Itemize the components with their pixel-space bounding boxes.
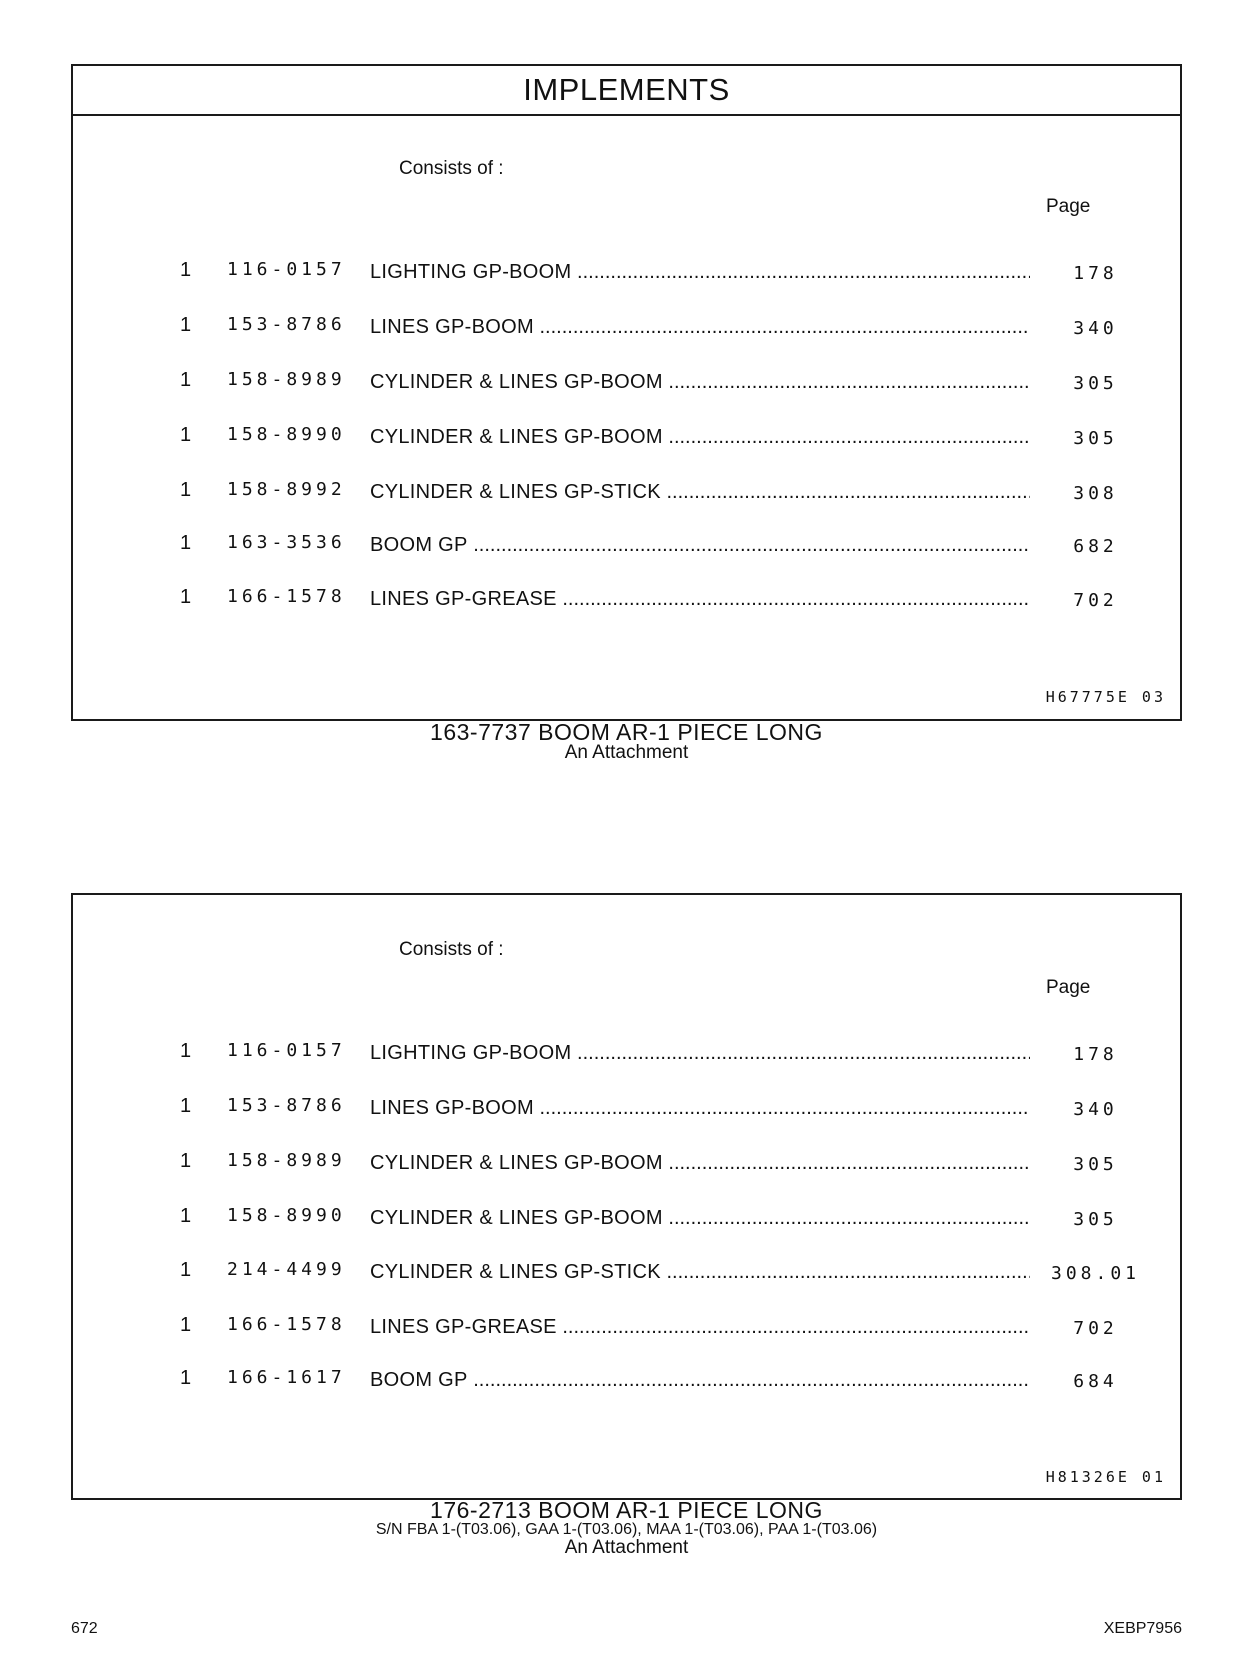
part-description: LIGHTING GP-BOOM .....: [370, 261, 1030, 284]
parts-row: [73, 479, 1180, 507]
part-number: 166-1578: [227, 1314, 346, 1335]
part-number: 116-0157: [227, 259, 346, 280]
caption-title: 163-7737 BOOM AR-1 PIECE LONG: [430, 719, 823, 745]
quantity: 1: [180, 532, 192, 554]
parts-row: [73, 532, 1180, 560]
part-description: CYLINDER & LINES GP-BOOM .....: [370, 1152, 1030, 1175]
caption-subtitle: An Attachment: [564, 742, 689, 763]
quantity: 1: [180, 259, 192, 281]
page-reference: 684: [1073, 1371, 1118, 1392]
parts-block-1: [71, 64, 1182, 721]
parts-row: [73, 1150, 1180, 1178]
part-number: 214-4499: [227, 1259, 346, 1280]
quantity: 1: [180, 1367, 192, 1389]
page-reference: 305: [1073, 1209, 1118, 1230]
part-number: 158-8990: [227, 424, 346, 445]
page-reference: 305: [1073, 428, 1118, 449]
part-number: 158-8990: [227, 1205, 346, 1226]
consists-of-label: Consists of :: [399, 939, 504, 960]
page-reference: 178: [1073, 1044, 1118, 1065]
part-number: 153-8786: [227, 314, 346, 335]
part-description: LINES GP-BOOM .....: [370, 316, 1030, 339]
quantity: 1: [180, 1314, 192, 1336]
part-description: CYLINDER & LINES GP-STICK .....: [370, 481, 1030, 504]
parts-row: [73, 1095, 1180, 1123]
part-number: 158-8989: [227, 1150, 346, 1171]
parts-row: [73, 1259, 1180, 1287]
quantity: 1: [180, 369, 192, 391]
parts-row: [73, 424, 1180, 452]
page-reference: 682: [1073, 536, 1118, 557]
parts-block-2: [71, 893, 1182, 1500]
page-number: 672: [71, 1620, 98, 1637]
page-reference: 178: [1073, 263, 1118, 284]
illustration-code: H81326E 01: [1045, 1468, 1166, 1486]
part-description: LINES GP-BOOM .....: [370, 1097, 1030, 1120]
parts-row: [73, 1040, 1180, 1068]
page-reference: 305: [1073, 373, 1118, 394]
parts-row: [73, 1314, 1180, 1342]
quantity: 1: [180, 314, 192, 336]
part-number: 166-1617: [227, 1367, 346, 1388]
quantity: 1: [180, 1259, 192, 1281]
page-reference: 305: [1073, 1154, 1118, 1175]
part-description: BOOM GP .....: [370, 1369, 1030, 1392]
parts-row: [73, 369, 1180, 397]
illustration-code: H67775E 03: [1045, 688, 1166, 706]
parts-row: [73, 314, 1180, 342]
part-description: CYLINDER & LINES GP-BOOM .....: [370, 1207, 1030, 1230]
parts-row: [73, 259, 1180, 287]
page-reference: 340: [1073, 318, 1118, 339]
part-description: LINES GP-GREASE .....: [370, 588, 1030, 611]
page-reference: 308: [1073, 483, 1118, 504]
caption-subtitle: An Attachment: [564, 1537, 689, 1558]
section-title: IMPLEMENTS: [73, 66, 1180, 116]
part-number: 158-8992: [227, 479, 346, 500]
page-reference: 702: [1073, 590, 1118, 611]
document-code: XEBP7956: [1103, 1620, 1182, 1637]
serial-number-range: S/N FBA 1-(T03.06), GAA 1-(T03.06), MAA 1-(T03.06), PAA 1-(T03.06): [375, 1521, 878, 1538]
block-2-caption: [0, 1497, 1240, 1559]
part-description: BOOM GP .....: [370, 534, 1030, 557]
quantity: 1: [180, 479, 192, 501]
parts-row: [73, 586, 1180, 614]
part-description: CYLINDER & LINES GP-STICK .....: [370, 1261, 1030, 1284]
page-column-header: Page: [1046, 196, 1091, 217]
part-description: CYLINDER & LINES GP-BOOM .....: [370, 426, 1030, 449]
block-1-caption: [0, 719, 1240, 764]
part-description: LIGHTING GP-BOOM .....: [370, 1042, 1030, 1065]
part-number: 166-1578: [227, 586, 346, 607]
quantity: 1: [180, 424, 192, 446]
quantity: 1: [180, 1040, 192, 1062]
part-number: 158-8989: [227, 369, 346, 390]
page-column-header: Page: [1046, 977, 1091, 998]
part-number: 116-0157: [227, 1040, 346, 1061]
part-number: 163-3536: [227, 532, 346, 553]
part-description: LINES GP-GREASE .....: [370, 1316, 1030, 1339]
parts-row: [73, 1367, 1180, 1395]
quantity: 1: [180, 1150, 192, 1172]
consists-of-label: Consists of :: [399, 158, 504, 179]
page-reference: 340: [1073, 1099, 1118, 1120]
quantity: 1: [180, 586, 192, 608]
part-description: CYLINDER & LINES GP-BOOM .....: [370, 371, 1030, 394]
page-reference: 308.01: [1050, 1263, 1141, 1284]
part-number: 153-8786: [227, 1095, 346, 1116]
quantity: 1: [180, 1095, 192, 1117]
page-reference: 702: [1073, 1318, 1118, 1339]
parts-row: [73, 1205, 1180, 1233]
caption-title: 176-2713 BOOM AR-1 PIECE LONG: [430, 1497, 823, 1523]
quantity: 1: [180, 1205, 192, 1227]
